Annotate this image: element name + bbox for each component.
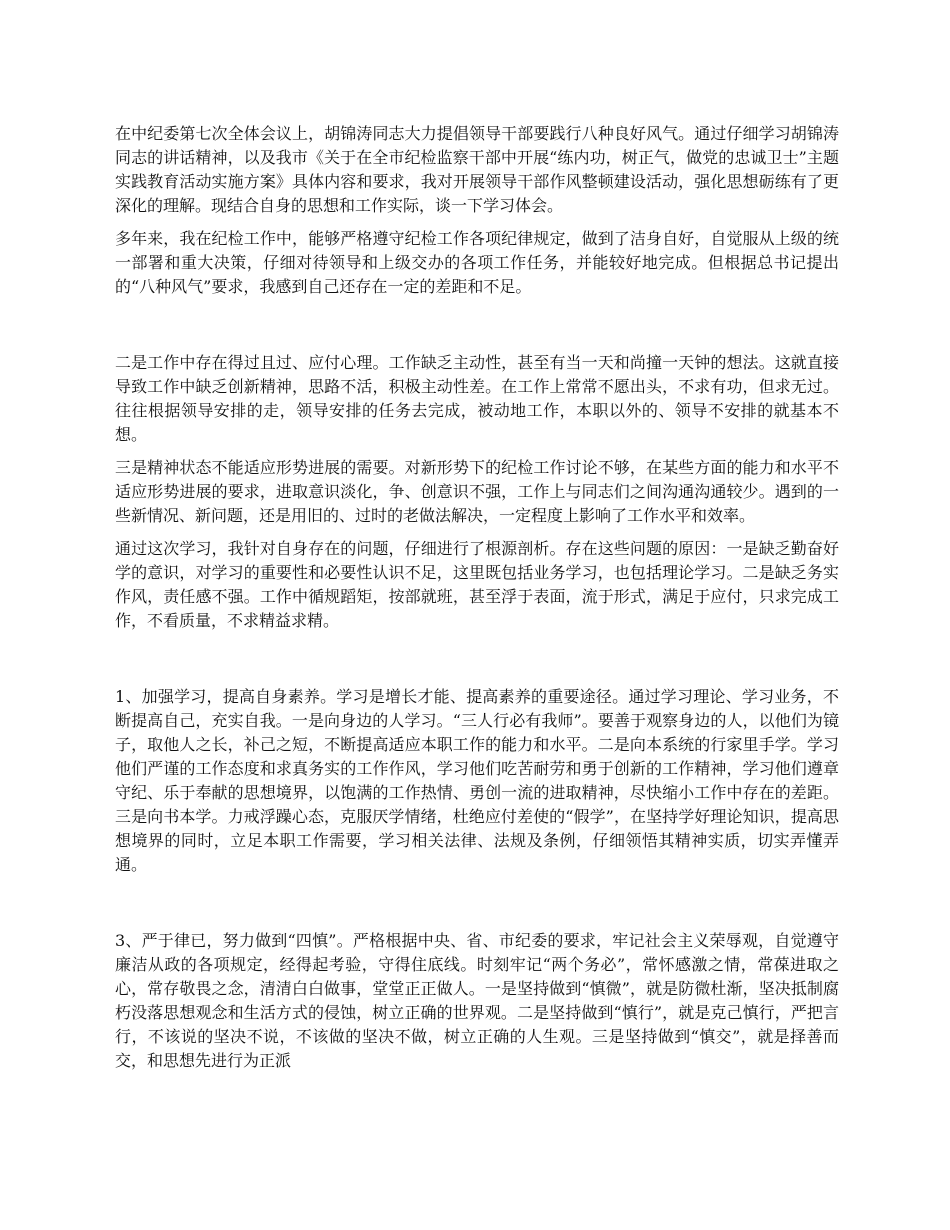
section-spacer <box>115 877 839 929</box>
paragraph-problem-two: 二是工作中存在得过且过、应付心理。工作缺乏主动性，甚至有当一天和尚撞一天钟的想法。这就直接导致工作中缺乏创新精神，思路不活，积极主动性差。在工作上常常不愿出头，不求有功，但求无过。往往根据领导安排的走，领导安排的任务去完成，被动地工作，本职以外的、领导不安排的就基本不想。 <box>115 353 839 444</box>
paragraph-spacer <box>115 447 839 456</box>
section-spacer <box>115 633 839 685</box>
paragraph-problem-three: 三是精神状态不能适应形势进展的需要。对新形势下的纪检工作讨论不够，在某些方面的能力和水平不适应形势进展的要求，进取意识淡化，争、创意识不强，工作上与同志们之间沟通沟通较少。遇到的一些新情况、新问题，还是用旧的、过时的老做法解决，一定程度上影响了工作水平和效率。 <box>115 458 839 525</box>
document-body <box>115 122 839 1073</box>
paragraph-measure-three: 3、严于律已，努力做到“四慎”。严格根据中央、省、市纪委的要求，牢记社会主义荣辱观，自觉遵守廉洁从政的各项规定，经得起考验，守得住底线。时刻牢记“两个务必”，常怀感激之情，常葆进取之心，常存敬畏之念，清清白白做事，堂堂正正做人。一是坚持做到“慎微”，就是防微杜渐，坚决抵制腐朽没落思想观念和生活方式的侵蚀，树立正确的世界观。二是坚持做到“慎行”，就是克己慎行，严把言行，不该说的坚决不说，不该做的坚决不做，树立正确的人生观。三是坚持做到“慎交”，就是择善而交，和思想先进行为正派 <box>115 931 839 1070</box>
section-spacer <box>115 299 839 351</box>
paragraph-spacer <box>115 218 839 227</box>
paragraph-spacer <box>115 528 839 537</box>
paragraph-measure-one: 1、加强学习，提高自身素养。学习是增长才能、提高素养的重要途径。通过学习理论、学习业务，不断提高自己，充实自我。一是向身边的人学习。“三人行必有我师”。要善于观察身边的人，以他们为镜子，取他人之长，补己之短，不断提高适应本职工作的能力和水平。二是向本系统的行家里手学。学习他们严谨的工作态度和求真务实的工作作风，学习他们吃苦耐劳和勇于创新的工作精神，学习他们遵章守纪、乐于奉献的思想境界，以饱满的工作热情、勇创一流的进取精神，尽快缩小工作中存在的差距。三是向书本学。力戒浮躁心态，克服厌学情绪，杜绝应付差使的“假学”，在坚持学好理论知识，提高思想境界的同时，立足本职工作需要，学习相关法律、法规及条例，仔细领悟其精神实质，切实弄懂弄通。 <box>115 687 839 874</box>
paragraph-intro: 在中纪委第七次全体会议上，胡锦涛同志大力提倡领导干部要践行八种良好风气。通过仔细学习胡锦涛同志的讲话精神，以及我市《关于在全市纪检监察干部中开展“练内功，树正气，做党的忠诚卫士”主题实践教育活动实施方案》具体内容和要求，我对开展领导干部作风整顿建设活动，强化思想砺练有了更深化的理解。现结合自身的思想和工作实际，谈一下学习体会。 <box>115 124 839 215</box>
paragraph-root-cause: 通过这次学习，我针对自身存在的问题，仔细进行了根源剖析。存在这些问题的原因：一是缺乏勤奋好学的意识，对学习的重要性和必要性认识不足，这里既包括业务学习，也包括理论学习。二是缺乏务实作风，责任感不强。工作中循规蹈矩，按部就班，甚至浮于表面，流于形式，满足于应付，只求完成工作，不看质量，不求精益求精。 <box>115 539 839 630</box>
paragraph-self-assessment: 多年来，我在纪检工作中，能够严格遵守纪检工作各项纪律规定，做到了洁身自好，自觉服从上级的统一部署和重大决策，仔细对待领导和上级交办的各项工作任务，并能较好地完成。但根据总书记提出的“八种风气”要求，我感到自己还存在一定的差距和不足。 <box>115 229 839 296</box>
